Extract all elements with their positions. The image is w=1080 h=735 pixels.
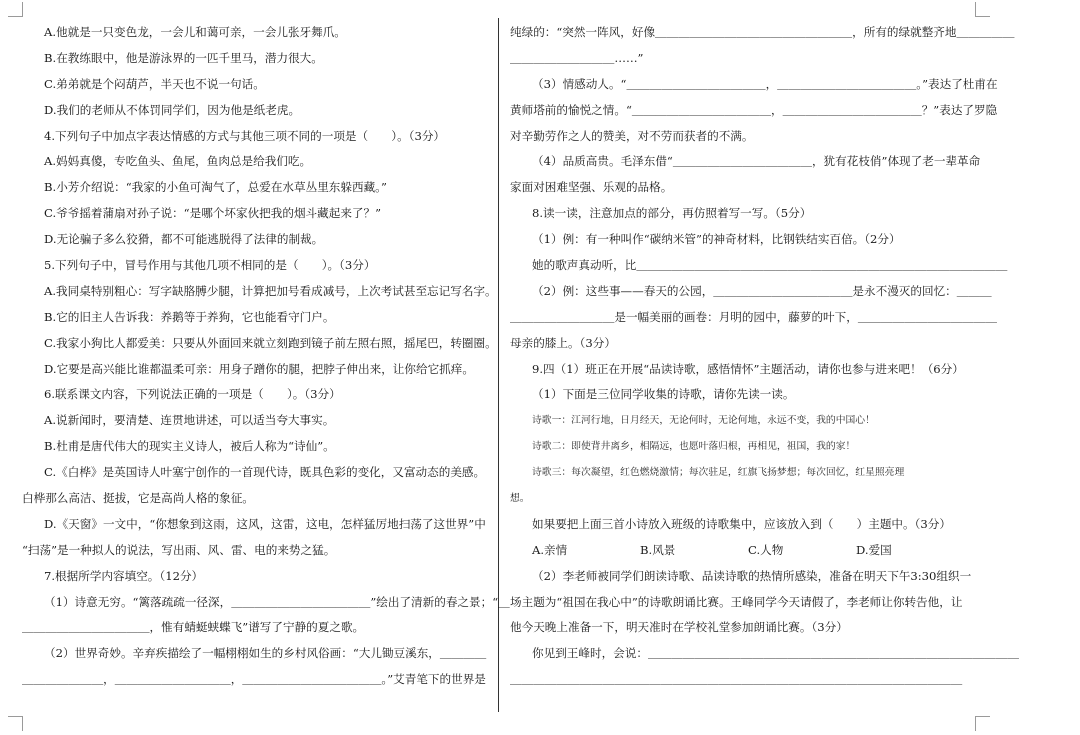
q9-part-2: （2）李老师被同学们朗读诗歌、品读诗歌的热情所感染，准备在明天下午3:30组织一 <box>532 568 972 583</box>
q9-part-2-answer: 你见到王峰时，会说：＿＿＿＿＿＿＿＿＿＿＿＿＿＿＿＿＿＿＿＿＿＿＿＿＿＿＿＿＿＿＿＿ <box>532 646 1019 661</box>
q6-option-a: A.说新闻时，要清楚、连贯地讲述，可以适当夸大事实。 <box>44 413 335 428</box>
q7-part-3-cont: 黄师塔前的愉悦之情。“＿＿＿＿＿＿＿＿＿＿＿＿，＿＿＿＿＿＿＿＿＿＿＿＿？”表达了罗隐 <box>510 102 998 117</box>
q5-option-a: A.我同桌特别粗心：写字缺胳膊少腿，计算把加号看成减号，上次考试甚至忘记写名字。 <box>44 283 497 298</box>
crop-mark-top-right <box>975 2 990 17</box>
q3-option-b: B.在教练眼中，他是游泳界的一匹千里马，潜力很大。 <box>44 50 323 65</box>
poem-2: 诗歌二：即使背井离乡，相隔远，也愿叶落归根，再相见，祖国，我的家！ <box>532 441 856 453</box>
q7-part-3: （3）情感动人。“＿＿＿＿＿＿＿＿＿＿＿＿，＿＿＿＿＿＿＿＿＿＿＿＿。”表达了杜甫在 <box>532 76 998 91</box>
q6-option-c-cont: 白桦那么高洁、挺拔，它是高尚人格的象征。 <box>22 491 254 506</box>
q5-option-b: B.它的旧主人告诉我：养鹅等于养狗，它也能看守门户。 <box>44 309 335 324</box>
crop-mark-bottom-left <box>8 716 23 731</box>
q7-part-1: （1）诗意无穷。“篱落疏疏一径深，＿＿＿＿＿＿＿＿＿＿＿＿”绘出了清新的春之景；“＿ <box>44 594 510 609</box>
crop-mark-top-left <box>8 2 23 17</box>
q5-option-c: C.我家小狗比人都爱美：只要从外面回来就立刻跑到镜子前左照右照，摇尾巴，转圈圈。 <box>44 335 497 350</box>
q4-option-b: B.小芳介绍说：“我家的小鱼可淘气了，总爱在水草丛里东躲西藏。” <box>44 180 387 195</box>
q3-option-d: D.我们的老师从不体罚同学们，因为他是纸老虎。 <box>44 102 301 117</box>
poem-3-cont: 想。 <box>510 493 530 505</box>
question-5: 5.下列句子中，冒号作用与其他几项不相同的是（ ）。（3分） <box>44 258 376 273</box>
q3-option-c: C.弟弟就是个闷葫芦，半天也不说一句话。 <box>44 76 265 91</box>
q8-part-2-cont2: 母亲的膝上。（3分） <box>510 335 616 350</box>
poem-3: 诗歌三：每次凝望，红色燃烧激情；每次驻足，红旗飞扬梦想；每次回忆，红星照亮理 <box>532 467 905 479</box>
q4-option-c: C.爷爷摇着蒲扇对孙子说：“是哪个坏家伙把我的烟斗藏起来了？” <box>44 206 382 221</box>
q7-part-2-cont3: ＿＿＿＿＿＿＿＿＿……” <box>510 50 644 65</box>
q8-part-2-cont: ＿＿＿＿＿＿＿＿＿是一幅美丽的画卷：月明的园中，藤萝的叶下，＿＿＿＿＿＿＿＿＿＿＿＿ <box>510 309 997 324</box>
q9-question: 如果要把上面三首小诗放入班级的诗歌集中，应该放入到（ ）主题中。（3分） <box>532 516 951 531</box>
q3-option-a: A.他就是一只变色龙，一会儿和蔼可亲，一会儿张牙舞爪。 <box>44 25 346 39</box>
q9-option-d: D.爱国 <box>856 542 892 557</box>
poem-1: 诗歌一：江河行地，日月经天，无论何时，无论何地，永远不变，我的中国心！ <box>532 415 875 427</box>
q7-part-3-cont2: 对辛勤劳作之人的赞美，对不劳而获者的不满。 <box>510 128 754 143</box>
question-9: 9.四（1）班正在开展“品读诗歌，感悟情怀”主题活动，请你也参与进来吧！（6分） <box>532 361 964 376</box>
q6-option-d: D.《天窗》一文中，“你想象到这雨，这风，这雷，这电，怎样猛厉地扫荡了这世界”中 <box>44 516 486 531</box>
question-6: 6.联系课文内容，下列说法正确的一项是（ ）。（3分） <box>44 387 341 402</box>
question-7: 7.根据所学内容填空。（12分） <box>44 568 204 583</box>
left-column <box>22 20 510 693</box>
crop-mark-bottom-right <box>975 716 990 731</box>
question-8: 8.读一读，注意加点的部分，再仿照着写一写。（5分） <box>532 206 812 221</box>
q8-part-1-answer: 她的歌声真动听，比＿＿＿＿＿＿＿＿＿＿＿＿＿＿＿＿＿＿＿＿＿＿＿＿＿＿＿＿＿＿＿＿ <box>532 258 1008 273</box>
q6-option-d-cont: “扫荡”是一种拟人的说法，写出雨、风、雷、电的来势之猛。 <box>22 542 336 557</box>
q7-part-1-cont: ＿＿＿＿＿＿＿＿＿＿＿，惟有蜻蜓蛱蝶飞”谱写了宁静的夏之歌。 <box>22 620 365 635</box>
right-column <box>510 20 1019 693</box>
q9-part-2-answer-cont: ＿＿＿＿＿＿＿＿＿＿＿＿＿＿＿＿＿＿＿＿＿＿＿＿＿＿＿＿＿＿＿＿＿＿＿＿＿＿＿ <box>510 672 963 687</box>
q7-part-2-cont: ＿＿＿＿＿＿＿，＿＿＿＿＿＿＿＿＿＿，＿＿＿＿＿＿＿＿＿＿＿＿。”艾青笔下的世界是 <box>22 672 486 687</box>
q9-part-2-cont2: 他今天晚上准备一下，明天准时在学校礼堂参加朗诵比赛。（3分） <box>510 620 848 635</box>
q6-option-c: C.《白桦》是英国诗人叶塞宁创作的一首现代诗，既具色彩的变化，又富动态的美感。 <box>44 465 486 480</box>
q9-part-1: （1）下面是三位同学收集的诗歌，请你先读一读。 <box>532 387 795 402</box>
q9-part-2-cont: 场主题为“祖国在我心中”的诗歌朗诵比赛。王峰同学今天请假了，李老师让你转告他，让 <box>510 594 963 609</box>
q7-part-4-cont: 家面对困难坚强、乐观的品格。 <box>510 180 673 195</box>
q6-option-b: B.杜甫是唐代伟大的现实主义诗人，被后人称为“诗仙”。 <box>44 439 335 454</box>
q7-part-2: （2）世界奇妙。辛弃疾描绘了一幅栩栩如生的乡村风俗画：“大儿锄豆溪东，＿＿＿＿ <box>44 646 487 661</box>
q4-option-a: A.妈妈真傻，专吃鱼头、鱼尾，鱼肉总是给我们吃。 <box>44 154 312 169</box>
q7-part-4: （4）品质高贵。毛泽东借“＿＿＿＿＿＿＿＿＿＿＿＿，犹有花枝俏”体现了老一辈革命 <box>532 154 981 169</box>
q7-part-2-cont2: 纯绿的：“突然一阵风，好像＿＿＿＿＿＿＿＿＿＿＿＿＿＿＿＿＿，所有的绿就整齐地＿＿＿＿＿ <box>510 25 1015 39</box>
q9-options <box>510 538 968 564</box>
q9-option-c: C.人物 <box>748 542 784 557</box>
q5-option-d: D.它要是高兴能比谁都温柔可亲：用身子蹭你的腿，把脖子伸出来，让你给它抓痒。 <box>44 361 474 376</box>
question-4: 4.下列句子中加点字表达情感的方式与其他三项不同的一项是（ ）。（3分） <box>44 128 446 143</box>
q9-option-a: A.亲情 <box>532 542 568 557</box>
q4-option-d: D.无论骗子多么狡猾，都不可能逃脱得了法律的制裁。 <box>44 232 324 247</box>
q8-part-1: （1）例：有一种叫作“碳纳米管”的神奇材料，比钢铁结实百倍。（2分） <box>532 232 901 247</box>
q8-part-2: （2）例：这些事——春天的公园，＿＿＿＿＿＿＿＿＿＿＿＿是永不漫灭的回忆：＿＿＿ <box>532 283 992 298</box>
q9-option-b: B.风景 <box>640 542 676 557</box>
